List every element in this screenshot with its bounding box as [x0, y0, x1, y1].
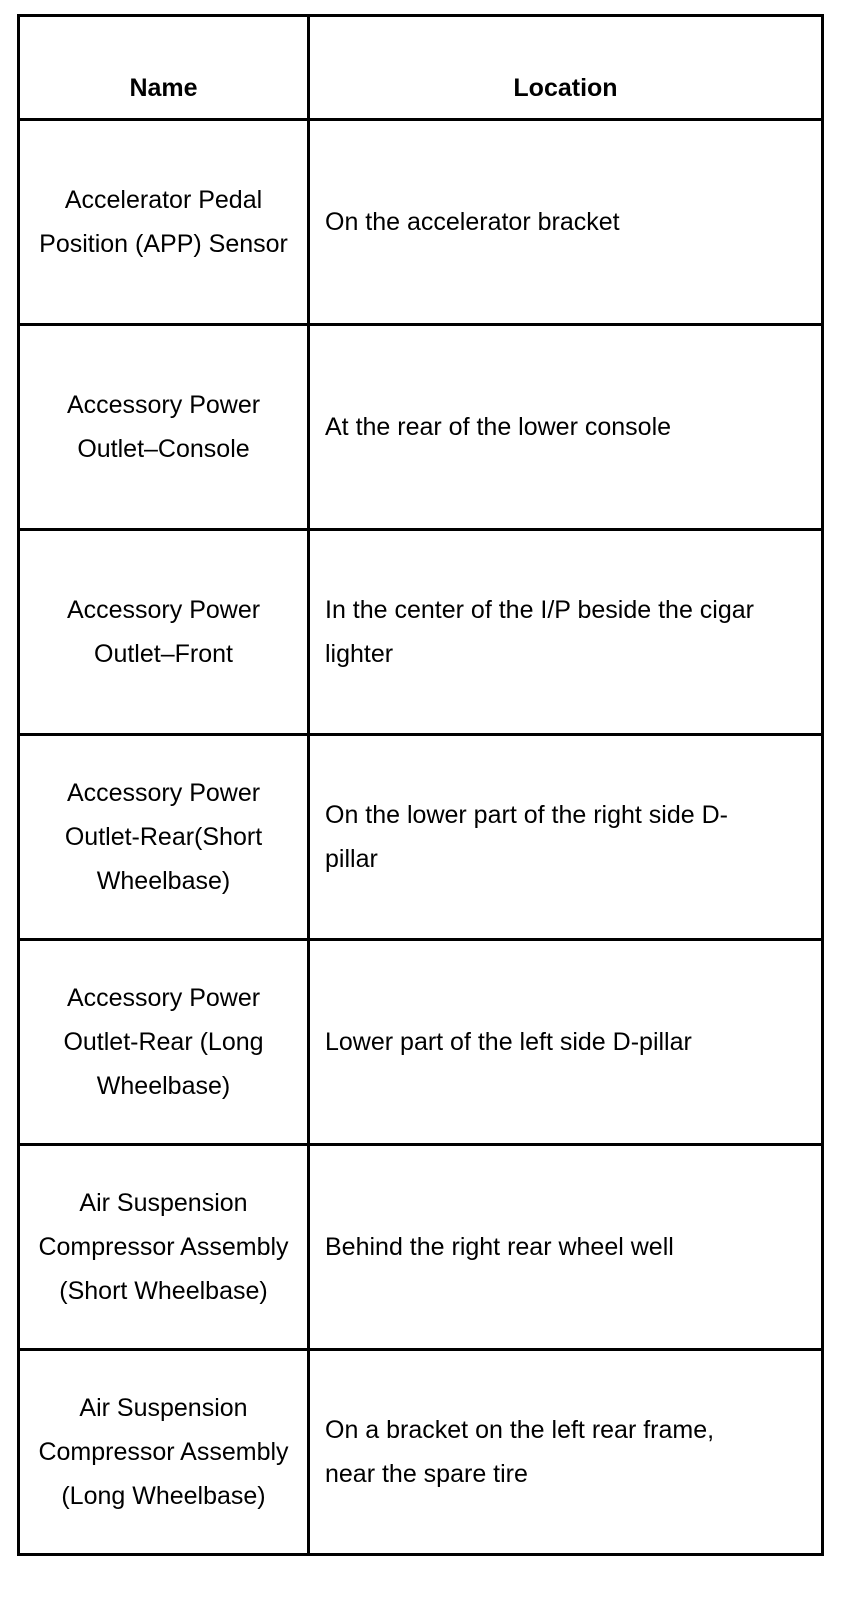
- component-name: Accessory Power Outlet–Console: [19, 325, 309, 530]
- column-header-name: Name: [19, 16, 309, 120]
- component-name: Air Suspension Compressor Assembly (Short Wheelbase): [19, 1145, 309, 1350]
- component-location: At the rear of the lower console: [309, 325, 823, 530]
- table-row: [19, 1145, 823, 1350]
- table-row: [19, 120, 823, 325]
- header-row: [19, 16, 823, 120]
- component-location: Lower part of the left side D-pillar: [309, 940, 823, 1145]
- component-name: Accessory Power Outlet-Rear (Long Wheelbase): [19, 940, 309, 1145]
- table-row: [19, 940, 823, 1145]
- table-row: [19, 325, 823, 530]
- table-row: [19, 735, 823, 940]
- component-name: Accelerator Pedal Position (APP) Sensor: [19, 120, 309, 325]
- column-header-location: Location: [309, 16, 823, 120]
- component-location: On the accelerator bracket: [309, 120, 823, 325]
- location-table: [17, 14, 824, 1556]
- component-name: Accessory Power Outlet–Front: [19, 530, 309, 735]
- table-row: [19, 1350, 823, 1555]
- table-row: [19, 530, 823, 735]
- component-location: On a bracket on the left rear frame, near the spare tire: [309, 1350, 823, 1555]
- component-location: In the center of the I/P beside the cigar lighter: [309, 530, 823, 735]
- component-location: Behind the right rear wheel well: [309, 1145, 823, 1350]
- component-name: Accessory Power Outlet-Rear(Short Wheelbase): [19, 735, 309, 940]
- component-location: On the lower part of the right side D-pillar: [309, 735, 823, 940]
- component-name: Air Suspension Compressor Assembly (Long Wheelbase): [19, 1350, 309, 1555]
- component-location-table: [17, 14, 821, 1556]
